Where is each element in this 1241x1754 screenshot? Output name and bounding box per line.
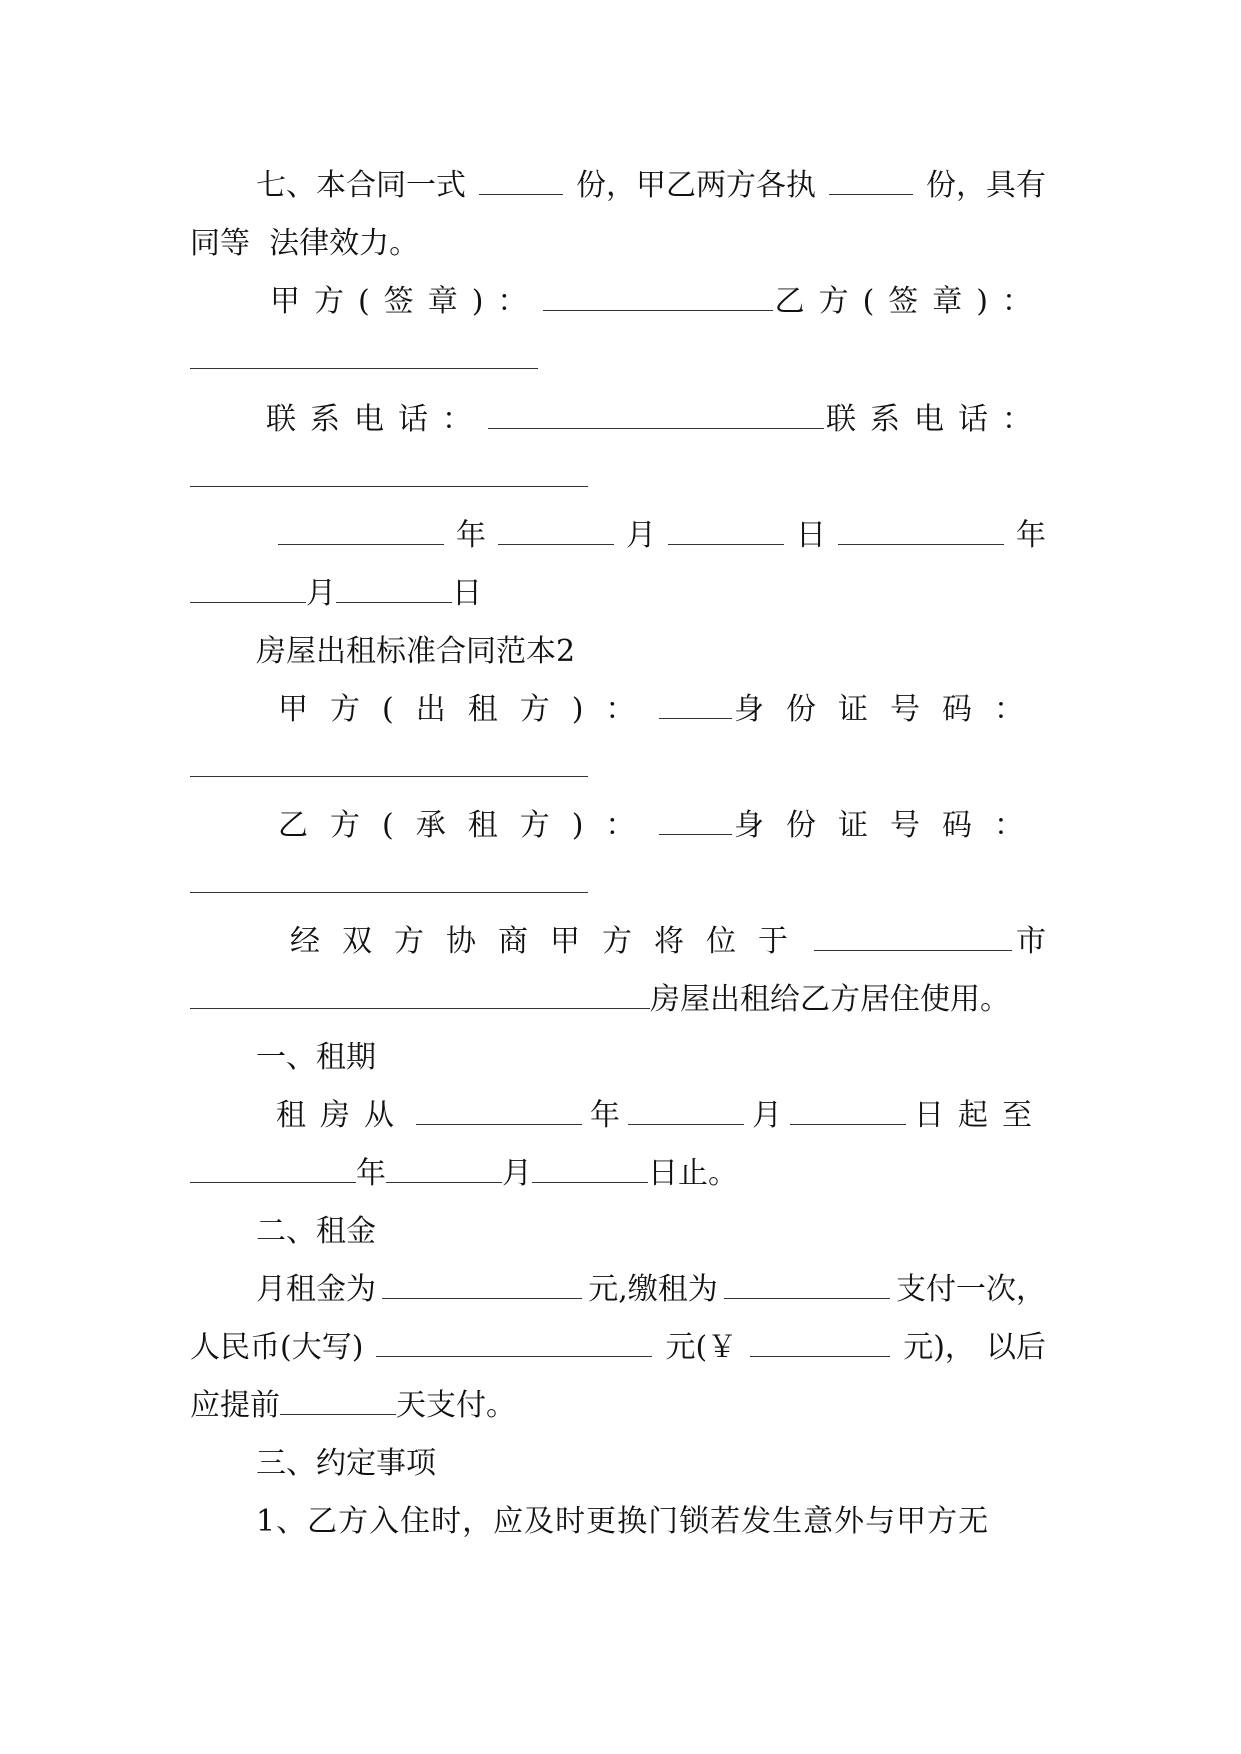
year-a-label: 年 [456,518,486,553]
payment-period-label: 元,缴租为 [588,1272,718,1307]
location-text-c: 房屋出租给乙方居住使用。 [650,982,1010,1017]
location-text-b: 市 [1016,924,1046,959]
start-year-blank[interactable] [416,1096,582,1125]
month-a-label: 月 [626,518,656,553]
advance-days-blank[interactable] [280,1386,396,1415]
rent-line1 [256,1270,1046,1310]
thereafter-label: 以后 [985,1330,1046,1365]
section1-heading-text: 一、租期 [256,1040,376,1075]
landlord-label: 甲方(出租方)： [278,692,658,727]
landlord-line [278,690,1046,730]
month-b-label: 月 [306,576,336,611]
location-line2 [190,980,1070,1020]
day-b-blank[interactable] [336,574,452,603]
tenant-id-line [190,864,1046,904]
clause7-line1 [256,166,1046,206]
year-a-blank[interactable] [278,516,444,545]
end-year-blank[interactable] [190,1154,356,1183]
copies-blank[interactable] [479,166,563,195]
section2-heading-text: 二、租金 [256,1214,376,1249]
rmb-amount-blank[interactable] [750,1328,890,1357]
address-blank[interactable] [190,980,650,1009]
lease-from-label: 租房从 [276,1098,408,1133]
rent-line2 [190,1328,1046,1368]
tenant-id-blank[interactable] [190,864,588,893]
landlord-id-line [190,748,1046,788]
start-month-label: 月 [752,1098,782,1133]
monthly-rent-blank[interactable] [382,1270,582,1299]
party-b-sign-line [190,340,1046,380]
end-day-label: 日止。 [648,1156,738,1191]
start-day-blank[interactable] [790,1096,906,1125]
month-a-blank[interactable] [498,516,614,545]
payment-period-blank[interactable] [724,1270,890,1299]
end-month-label: 月 [502,1156,532,1191]
party-b-sign-blank[interactable] [190,340,538,369]
days-pay-label: 天支付。 [396,1388,516,1423]
contract-title-2 [256,632,1112,672]
tenant-id-label: 身份证号码： [734,808,1046,843]
monthly-rent-label: 月租金为 [256,1272,376,1307]
day-b-label: 日 [452,576,482,611]
start-month-blank[interactable] [628,1096,744,1125]
rmb-capital-blank[interactable] [376,1328,652,1357]
landlord-name-blank[interactable] [659,690,732,719]
year-b-blank[interactable] [838,516,1004,545]
landlord-id-label: 身份证号码： [734,692,1046,727]
clause7-text-d: 同等 法律效力。 [190,226,420,261]
lease-term-line2 [190,1154,1046,1194]
each-copies-blank[interactable] [829,166,913,195]
yuan-close-label: 元)， [903,1330,975,1365]
section2-heading [256,1212,1112,1252]
tenant-label: 乙方(承租方)： [278,808,658,843]
pay-once-label: 支付一次， [895,1272,1046,1307]
signature-line [270,282,1046,322]
rent-line3 [190,1386,1046,1426]
clause7-text-c: 份，具有 [926,168,1046,203]
day-a-label: 日 [796,518,826,553]
clause7-line2 [190,224,1046,264]
city-blank[interactable] [814,922,1012,951]
phone-line [266,400,1046,440]
date-line2 [190,574,1046,614]
title2-text: 房屋出租标准合同范本2 [256,634,576,669]
day-a-blank[interactable] [668,516,784,545]
section3-item1 [256,1502,1046,1542]
end-day-blank[interactable] [532,1154,648,1183]
item1-text: 1、乙方入住时，应及时更换门锁若发生意外与甲方无 [256,1504,990,1539]
yuan-symbol-label: 元(￥ [665,1330,738,1365]
landlord-id-blank[interactable] [190,748,588,777]
location-text-a: 经双方协商甲方将位于 [290,924,810,959]
start-day-label: 日起至 [914,1098,1046,1133]
tenant-name-blank[interactable] [659,806,732,835]
lease-term-line1 [276,1096,1046,1136]
phone-b-line [190,458,1046,498]
clause7-text-b: 份，甲乙两方各执 [576,168,816,203]
year-b-label: 年 [1016,518,1046,553]
phone-a-blank[interactable] [488,400,824,429]
section3-heading [256,1444,1112,1484]
date-line1 [276,516,1046,556]
party-b-sign-label: 乙方(签章)： [774,284,1046,319]
phone-b-label: 联系电话： [826,402,1046,437]
location-line1 [290,922,1046,962]
phone-b-blank[interactable] [190,458,588,487]
section3-heading-text: 三、约定事项 [256,1446,436,1481]
phone-a-label: 联系电话： [266,402,486,437]
party-a-sign-blank[interactable] [543,282,772,311]
advance-label: 应提前 [190,1388,280,1423]
tenant-line [278,806,1046,846]
start-year-label: 年 [590,1098,620,1133]
clause7-text-a: 七、本合同一式 [256,168,466,203]
end-year-label: 年 [356,1156,386,1191]
month-b-blank[interactable] [190,574,306,603]
party-a-sign-label: 甲方(签章)： [270,284,542,319]
section1-heading [256,1038,1112,1078]
end-month-blank[interactable] [386,1154,502,1183]
rmb-capital-label: 人民币(大写) [190,1330,364,1365]
